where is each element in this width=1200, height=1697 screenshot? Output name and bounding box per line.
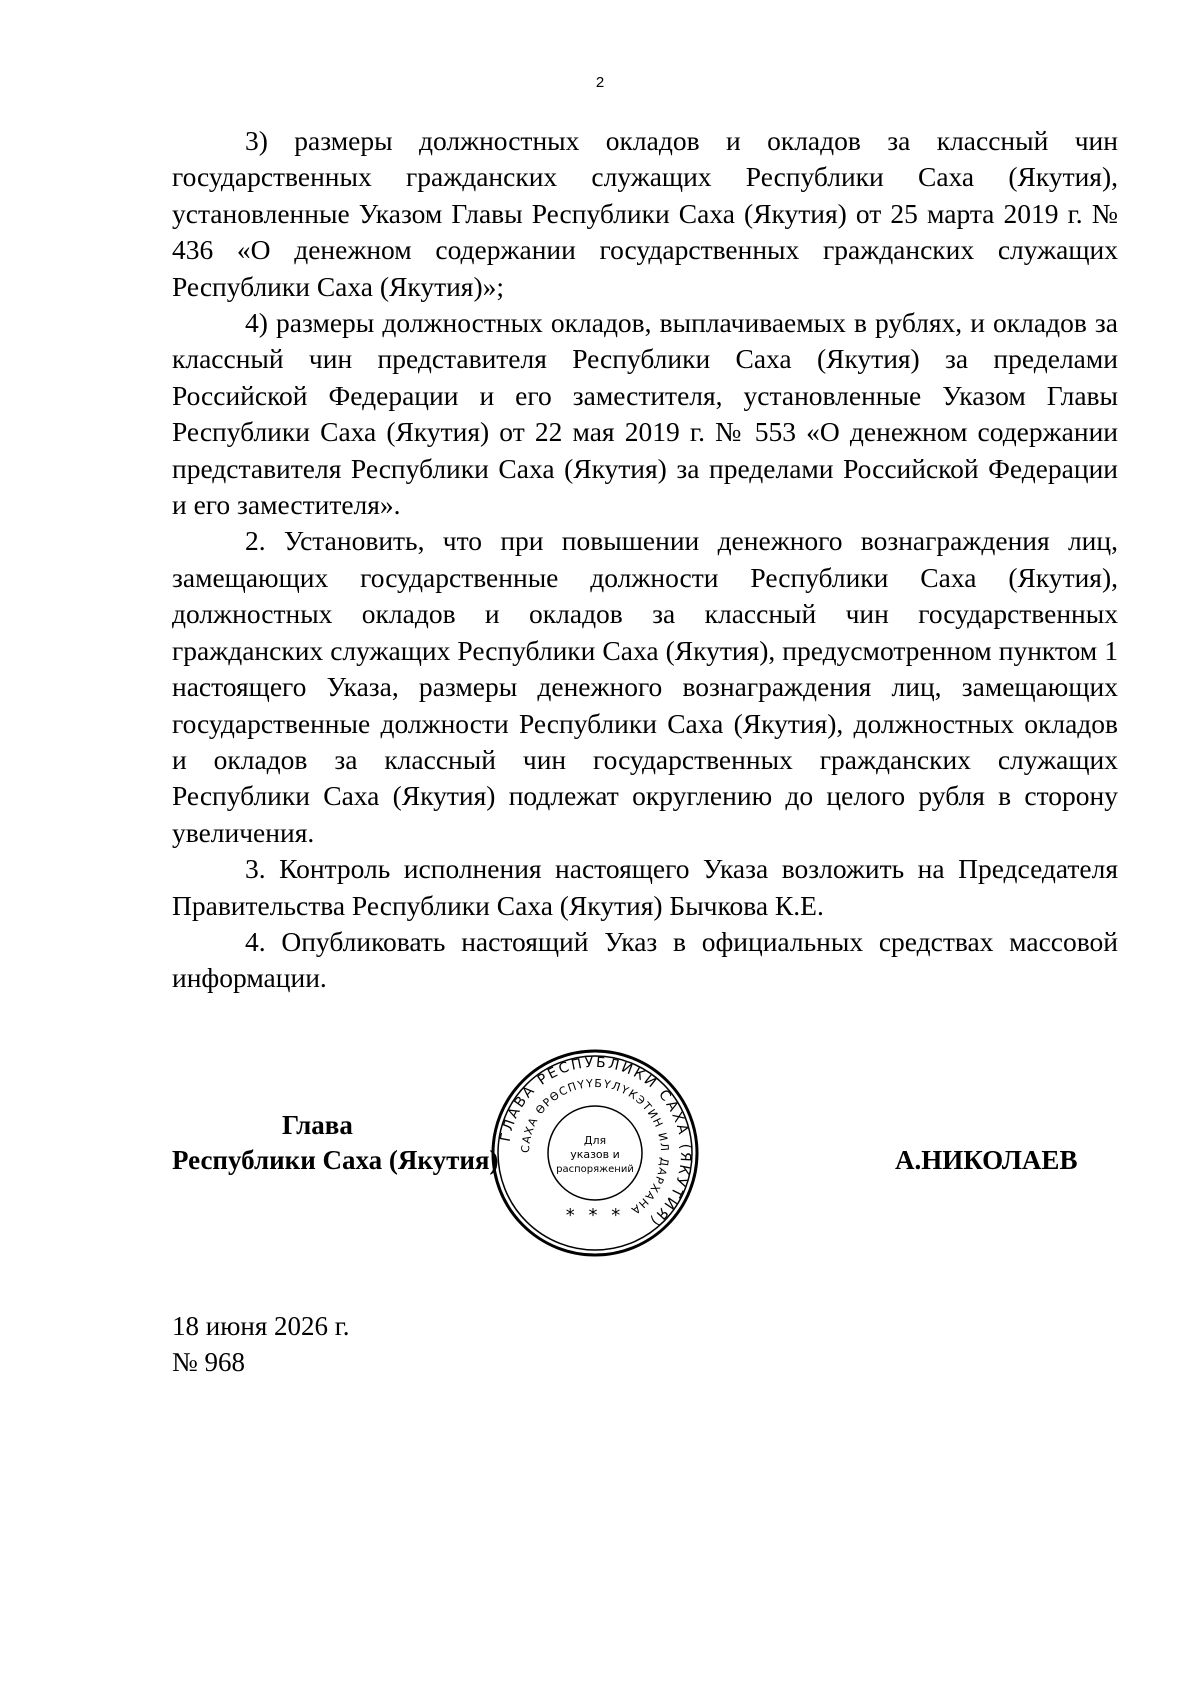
signatory-title-line1: Глава <box>282 1110 353 1140</box>
seal-inner-text: САХА ӨРӨСПҮҮБҮЛҮКЭТИН ИЛ ДАРХАНА <box>518 1076 672 1218</box>
seal-center-line1: Для <box>583 1134 607 1147</box>
paragraph-point-2: 2. Установить, что при повышении денежного вознаграждения лиц, замещающих государственные должности Республики Саха (Якутия), должностных окладов и окладов за классный чин государственных гражданских служащих Республики Саха (Якутия), предусмотренном пунктом 1 настоящего Указа, размеры денежного вознаграждения лиц, замещающих государственные должности Республики Саха (Якутия), должностных окладов и окладов за классный чин государственных гражданских служащих Республики Саха (Якутия) подлежат округлению до целого рубля в сторону увеличения. <box>172 525 1118 848</box>
page-number: 2 <box>595 74 605 91</box>
document-number: № 968 <box>172 1347 246 1377</box>
seal-center-line2: указов и <box>570 1148 620 1161</box>
paragraph-item-3: 3) размеры должностных окладов и окладов за классный чин государственных гражданских служащих Республики Саха (Якутия), установленные Указом Главы Республики Саха (Якутия) от 25 марта 2019 г. № 436 «О денежном содержании государственных гражданских служащих Республики Саха (Якутия)»; <box>172 125 1118 302</box>
document-date: 18 июня 2026 г. <box>172 1311 350 1341</box>
document-body <box>172 123 1118 997</box>
paragraph-point-3: 3. Контроль исполнения настоящего Указа возложить на Председателя Правительства Республики Саха (Якутия) Бычкова К.Е. <box>172 853 1118 921</box>
paragraph-point-4: 4. Опубликовать настоящий Указ в официальных средствах массовой информации. <box>172 925 1118 994</box>
signatory-title-line2: Республики Саха (Якутия) <box>172 1145 499 1175</box>
paragraph-item-4: 4) размеры должностных окладов, выплачиваемых в рублях, и окладов за классный чин представителя Республики Саха (Якутия) за пределами Российской Федерации и его заместителя, установленные Указом Главы Республики Саха (Якутия) от 22 мая 2019 г. № 553 «О денежном содержании представителя Республики Саха (Якутия) за пределами Российской Федерации и его заместителя». <box>172 307 1118 521</box>
official-seal <box>490 1048 700 1258</box>
document-footer <box>172 1308 350 1380</box>
seal-stars: * * * <box>565 1205 625 1226</box>
signatory-title <box>172 1108 499 1178</box>
signatory-name: А.НИКОЛАЕВ <box>895 1145 1078 1175</box>
seal-outer-text: ГЛАВА РЕСПУБЛИКИ САХА (ЯКУТИЯ) <box>497 1054 694 1231</box>
seal-center-line3: распоряжений <box>556 1164 634 1175</box>
